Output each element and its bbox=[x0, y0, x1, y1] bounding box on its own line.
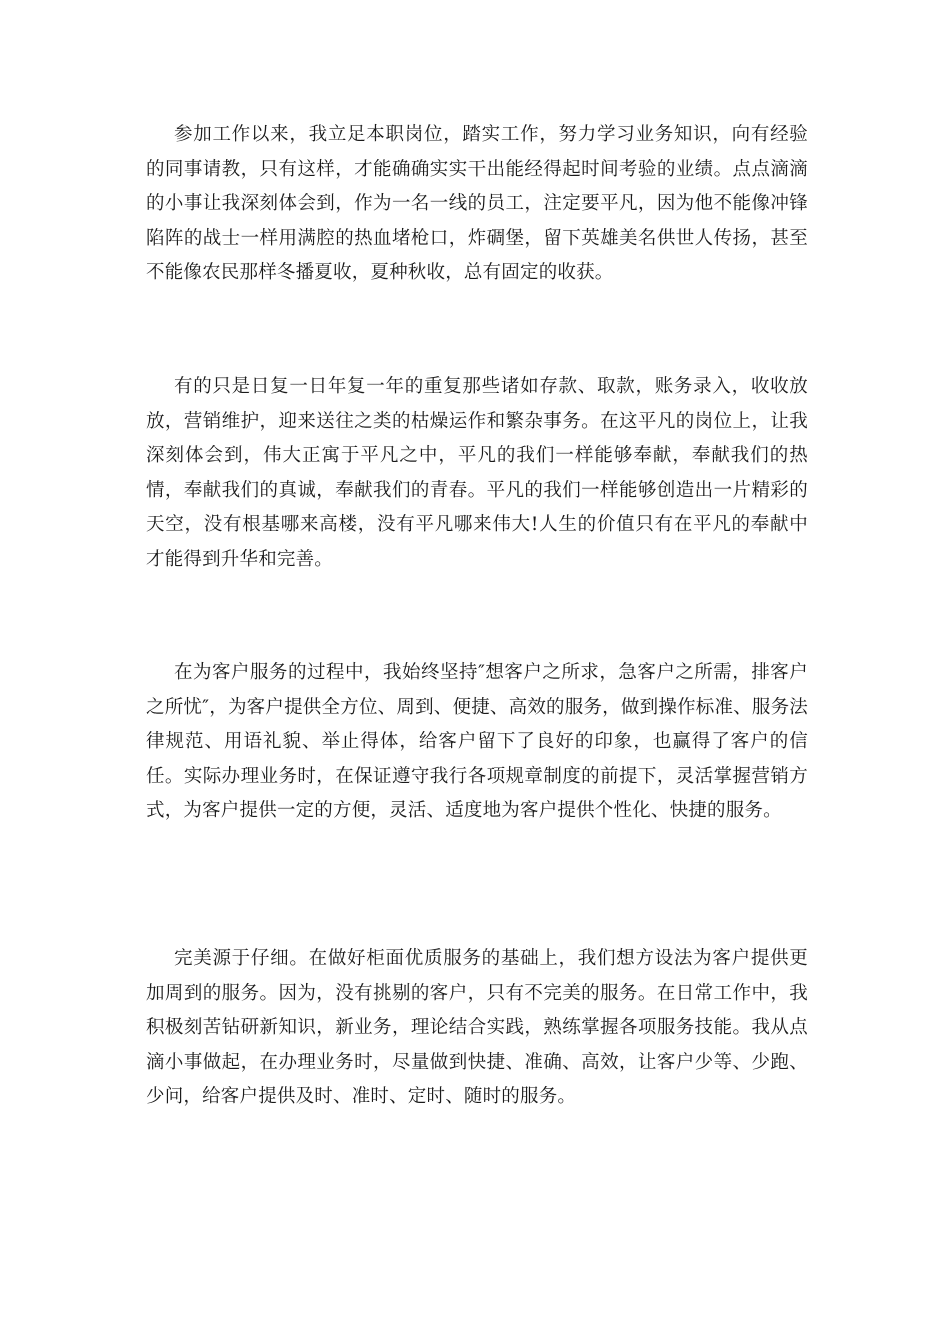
paragraph-2: 有的只是日复一日年复一年的重复那些诸如存款、取款，账务录入，收收放放，营销维护，迎来送往之类的枯燥运作和繁杂事务。在这平凡的岗位上，让我深刻体会到，伟大正寓于平凡之中，平凡的我们一样能够奉献，奉献我们的热情，奉献我们的真诚，奉献我们的青春。平凡的我们一样能够创造出一片精彩的天空，没有根基哪来高楼，没有平凡哪来伟大!人生的价值只有在平凡的奉献中才能得到升华和完善。 bbox=[146, 376, 808, 570]
paragraph-4: 完美源于仔细。在做好柜面优质服务的基础上，我们想方设法为客户提供更加周到的服务。因为，没有挑剔的客户，只有不完美的服务。在日常工作中，我积极刻苦钻研新知识，新业务，理论结合实践，熟练掌握各项服务技能。我从点滴小事做起，在办理业务时，尽量做到快捷、准确、高效，让客户少等、少跑、少问，给客户提供及时、准时、定时、随时的服务。 bbox=[146, 948, 808, 1107]
paragraph-3: 在为客户服务的过程中，我始终坚持″想客户之所求，急客户之所需，排客户之所忧″，为客户提供全方位、周到、便捷、高效的服务，做到操作标准、服务法律规范、用语礼貌、举止得体，给客户留下了良好的印象，也赢得了客户的信任。实际办理业务时，在保证遵守我行各项规章制度的前提下，灵活掌握营销方式，为客户提供一定的方便，灵活、适度地为客户提供个性化、快捷的服务。 bbox=[146, 662, 808, 821]
paragraph-1: 参加工作以来，我立足本职岗位，踏实工作，努力学习业务知识，向有经验的同事请教，只有这样，才能确确实实干出能经得起时间考验的业绩。点点滴滴的小事让我深刻体会到，作为一名一线的员工，注定要平凡，因为他不能像冲锋陷阵的战士一样用满腔的热血堵枪口，炸碉堡，留下英雄美名供世人传扬，甚至不能像农民那样冬播夏收，夏种秋收，总有固定的收获。 bbox=[146, 124, 808, 283]
